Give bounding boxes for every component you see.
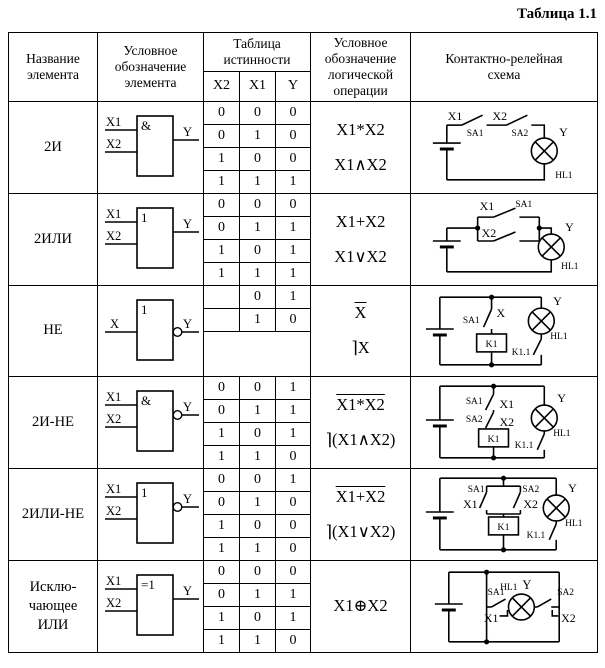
gate-input-label: X1: [105, 482, 121, 497]
truth-cell: 0: [204, 468, 240, 491]
truth-cell: 0: [204, 491, 240, 514]
schematic-label: X1: [479, 199, 495, 214]
element-name-cell: НЕ: [9, 285, 98, 376]
gate-symbol-cell: [98, 560, 204, 652]
header-element-name: Название элемента: [9, 33, 98, 102]
or2-gate-symbol: [99, 471, 203, 557]
lamp-icon: [531, 405, 557, 431]
truth-cell: 0: [240, 468, 276, 491]
schematic-label: X1: [499, 397, 515, 412]
relay-coil-icon: [489, 517, 519, 535]
truth-cell: 0: [276, 124, 311, 147]
relay-schematic-cell: [411, 101, 598, 193]
schematic-label: SA2: [465, 415, 483, 426]
switch-blade-icon: [494, 208, 516, 217]
switch-blade-icon: [533, 339, 541, 355]
truth-cell: 0: [240, 514, 276, 537]
truth-cell: 1: [240, 491, 276, 514]
gate-function-label: 1: [140, 301, 147, 317]
truth-cell: 1: [240, 170, 276, 193]
gate-output-label: Y: [182, 492, 192, 507]
schematic-label: SA1: [515, 200, 533, 211]
truth-cell: 0: [204, 376, 240, 399]
schematic-label: K1.1: [514, 441, 534, 452]
relay-schematic-cell: [411, 560, 598, 652]
schematic-label: X: [496, 305, 506, 320]
gate-input-label: X2: [105, 412, 121, 427]
inversion-bubble-icon: [173, 411, 182, 420]
relay-coil-label: K1: [487, 434, 500, 446]
junction-dot: [484, 639, 489, 644]
truth-cell: 0: [276, 560, 311, 583]
truth-cell: 0: [240, 101, 276, 124]
truth-cell: 0: [240, 422, 276, 445]
gate-input-label: X1: [105, 115, 121, 130]
notation-cell: [311, 376, 411, 468]
battery-icon: [433, 228, 461, 272]
truth-cell: 1: [240, 445, 276, 468]
truth-empty-area: [204, 331, 311, 376]
gate-function-label: &: [140, 393, 151, 409]
gate-input-label: X2: [105, 504, 121, 519]
truth-cell: 0: [204, 560, 240, 583]
notation-line: ⌉(X1∨X2): [325, 521, 396, 541]
header-y: Y: [276, 72, 311, 102]
schematic-label: X1: [483, 611, 499, 626]
gate-function-label: 1: [140, 210, 147, 226]
truth-cell: 1: [276, 262, 311, 285]
header-gate-symbol: Условное обозначение элемента: [98, 33, 204, 102]
schematic-label: Y: [568, 481, 577, 496]
switch-blade-icon: [484, 309, 492, 327]
truth-cell: 1: [240, 629, 276, 652]
and2-gate-symbol: [99, 379, 203, 465]
or2-gate-symbol: [99, 196, 203, 282]
switch-blade-icon: [549, 524, 556, 540]
truth-cell: 1: [276, 376, 311, 399]
schematic-label: Y: [553, 293, 562, 308]
switch-blade-icon: [492, 599, 506, 607]
switch-blade-icon: [537, 599, 551, 607]
wire: [447, 164, 544, 180]
schematic-label: HL1: [500, 583, 518, 594]
schematic-label: SA2: [557, 588, 575, 599]
schematic-label: HL1: [553, 429, 571, 440]
gate-input-label: X2: [105, 137, 121, 152]
gate-input-label: X1: [105, 574, 121, 589]
truth-cell: 1: [276, 216, 311, 239]
schematic-label: K1.1: [526, 531, 546, 542]
inversion-bubble-icon: [173, 503, 182, 512]
lamp-icon: [508, 594, 534, 620]
schematic-label: Y: [557, 391, 566, 406]
table-header: [9, 33, 598, 102]
wire: [447, 260, 551, 272]
battery-icon: [435, 572, 463, 642]
lamp-icon: [538, 234, 564, 260]
switch-blade-icon: [486, 412, 494, 428]
lamp-icon: [531, 138, 557, 164]
gate-input-label: X1: [105, 390, 121, 405]
truth-cell: 0: [240, 193, 276, 216]
notation-cell: [311, 285, 411, 376]
gate-input-label: X: [109, 316, 119, 331]
relay-coil-label: K1: [497, 522, 510, 534]
truth-cell: 1: [276, 468, 311, 491]
switch-blade-icon: [486, 394, 494, 410]
gate-symbol-cell: [98, 468, 204, 560]
truth-cell: 1: [204, 537, 240, 560]
schematic-label: X1: [447, 109, 463, 124]
schematic-label: HL1: [555, 171, 573, 182]
element-name-cell: 2ИЛИ: [9, 193, 98, 285]
relay-coil-label: K1: [485, 338, 498, 350]
battery-icon: [426, 478, 454, 550]
switch-blade-icon: [507, 115, 528, 125]
truth-cell: 1: [204, 239, 240, 262]
schematic-label: SA1: [467, 485, 485, 496]
element-row: [9, 468, 598, 560]
gate-symbol-cell: [98, 285, 204, 376]
wire: [552, 610, 558, 616]
truth-cell: [204, 308, 240, 331]
element-name-cell: 2И: [9, 101, 98, 193]
notation-cell: [311, 101, 411, 193]
truth-cell: 1: [204, 147, 240, 170]
schematic-label: SA2: [522, 485, 540, 496]
notation-line: $\overline{X}$: [354, 303, 367, 323]
truth-cell: 0: [240, 285, 276, 308]
truth-cell: 0: [276, 491, 311, 514]
schematic-label: Y: [559, 125, 568, 140]
truth-cell: 1: [240, 583, 276, 606]
truth-cell: 1: [240, 216, 276, 239]
truth-cell: 0: [240, 147, 276, 170]
switch-blade-icon: [494, 232, 516, 241]
element-row: [9, 285, 598, 376]
element-row: [9, 560, 598, 652]
schematic-label: SA2: [511, 129, 529, 140]
truth-cell: 1: [240, 124, 276, 147]
schematic-label: X2: [481, 226, 497, 241]
truth-cell: 0: [276, 514, 311, 537]
nor2-relay-schematic: [412, 470, 596, 558]
switch-blade-icon: [462, 115, 483, 125]
element-row: [9, 101, 598, 193]
truth-cell: 1: [240, 399, 276, 422]
header-logic-operation: Условное обозначение логической операции: [311, 33, 411, 102]
notation-line: X1∨X2: [334, 246, 387, 266]
relay-coil-icon: [477, 334, 507, 352]
truth-cell: 1: [240, 308, 276, 331]
schematic-label: Y: [565, 220, 574, 235]
truth-cell: 0: [204, 101, 240, 124]
element-name-cell: 2И-НЕ: [9, 376, 98, 468]
relay-schematic-cell: [411, 468, 598, 560]
junction-dot: [484, 570, 489, 575]
header-truth-table: Таблица истинности: [204, 33, 311, 72]
notation-cell: [311, 560, 411, 652]
truth-cell: 0: [276, 193, 311, 216]
truth-cell: 0: [276, 308, 311, 331]
schematic-label: SA1: [487, 588, 505, 599]
gate-function-label: =1: [140, 577, 155, 593]
truth-cell: 1: [204, 170, 240, 193]
truth-cell: 1: [276, 285, 311, 308]
truth-cell: 0: [204, 124, 240, 147]
junction-dot: [475, 226, 480, 231]
gate-output-label: Y: [182, 584, 192, 599]
truth-cell: 1: [276, 583, 311, 606]
battery-icon: [426, 297, 454, 365]
gate-function-label: &: [140, 118, 151, 134]
relay-schematic-cell: [411, 193, 598, 285]
truth-cell: 0: [204, 216, 240, 239]
schematic-label: SA1: [466, 129, 484, 140]
schematic-label: X2: [561, 611, 576, 626]
table-caption: Таблица 1.1: [517, 6, 597, 22]
truth-cell: 1: [276, 422, 311, 445]
truth-cell: 1: [240, 262, 276, 285]
truth-cell: 0: [240, 376, 276, 399]
schematic-label: HL1: [550, 331, 568, 342]
relay-schematic-cell: [411, 376, 598, 468]
schematic-label: HL1: [565, 519, 583, 530]
not1-gate-symbol: [99, 288, 203, 374]
notation-line: ⌉X: [351, 338, 370, 358]
schematic-label: X2: [492, 109, 508, 124]
truth-cell: 0: [276, 537, 311, 560]
gate-output-label: Y: [182, 400, 192, 415]
truth-cell: 0: [204, 193, 240, 216]
schematic-label: Y: [522, 578, 532, 593]
gate-output-label: Y: [182, 217, 192, 232]
schematic-label: HL1: [561, 262, 579, 273]
lamp-icon: [543, 495, 569, 521]
element-row: [9, 193, 598, 285]
schematic-label: SA1: [465, 397, 483, 408]
notation-line: X1∧X2: [334, 154, 387, 174]
header-x2: X2: [204, 72, 240, 102]
battery-icon: [426, 386, 454, 458]
inversion-bubble-icon: [173, 327, 182, 336]
truth-cell: [204, 285, 240, 308]
wire: [500, 610, 508, 616]
schematic-label: X2: [523, 497, 538, 512]
relay-schematic-cell: [411, 285, 598, 376]
gate-symbol-cell: [98, 101, 204, 193]
logic-table: [8, 32, 598, 653]
gate-symbol-cell: [98, 376, 204, 468]
gate-input-label: X2: [105, 229, 121, 244]
truth-cell: 1: [240, 537, 276, 560]
not1-relay-schematic: [412, 287, 596, 375]
truth-cell: 1: [276, 239, 311, 262]
element-row: [9, 376, 598, 468]
truth-cell: 1: [204, 606, 240, 629]
xor2-relay-schematic: [412, 562, 596, 650]
nand2-relay-schematic: [412, 378, 596, 466]
gate-input-label: X2: [105, 596, 121, 611]
xor2-gate-symbol: [99, 563, 203, 649]
truth-cell: 1: [204, 445, 240, 468]
gate-output-label: Y: [182, 316, 192, 331]
and2-gate-symbol: [99, 104, 203, 190]
truth-cell: 0: [276, 445, 311, 468]
truth-cell: 1: [276, 606, 311, 629]
truth-cell: 0: [240, 239, 276, 262]
wire: [531, 125, 544, 138]
switch-blade-icon: [513, 492, 520, 508]
notation-cell: [311, 468, 411, 560]
notation-line: X1⊕X2: [333, 596, 388, 616]
truth-cell: 1: [204, 262, 240, 285]
notation-line: X1+X2: [335, 211, 386, 231]
schematic-label: K1.1: [511, 347, 531, 358]
gate-symbol-cell: [98, 193, 204, 285]
lamp-icon: [528, 308, 554, 334]
truth-cell: 1: [276, 399, 311, 422]
truth-cell: 0: [276, 629, 311, 652]
truth-cell: 0: [204, 583, 240, 606]
truth-cell: 0: [240, 560, 276, 583]
or2-relay-schematic: [412, 195, 596, 283]
notation-line: ⌉(X1∧X2): [325, 429, 396, 449]
battery-icon: [433, 125, 461, 180]
element-name-cell: 2ИЛИ-НЕ: [9, 468, 98, 560]
schematic-label: SA1: [462, 315, 480, 326]
gate-output-label: Y: [182, 125, 192, 140]
truth-cell: 0: [240, 606, 276, 629]
schematic-label: X1: [463, 497, 478, 512]
notation-cell: [311, 193, 411, 285]
gate-input-label: X1: [105, 207, 121, 222]
notation-line: X1*X2: [336, 119, 385, 139]
truth-cell: 1: [204, 422, 240, 445]
switch-blade-icon: [537, 434, 544, 450]
truth-cell: 1: [204, 629, 240, 652]
gate-function-label: 1: [140, 485, 147, 501]
truth-cell: 0: [204, 399, 240, 422]
notation-line: X1*X2: [336, 394, 385, 414]
notation-line: X1+X2: [335, 486, 386, 506]
element-name-cell: Исклю- чающее ИЛИ: [9, 560, 98, 652]
truth-cell: 1: [276, 170, 311, 193]
truth-cell: 0: [276, 147, 311, 170]
truth-cell: 1: [204, 514, 240, 537]
header-x1: X1: [240, 72, 276, 102]
truth-cell: 0: [276, 101, 311, 124]
relay-coil-icon: [479, 429, 509, 447]
and2-relay-schematic: [412, 103, 596, 191]
header-relay-schematic: Контактно-релейная схема: [411, 33, 598, 102]
schematic-label: X2: [499, 415, 515, 430]
